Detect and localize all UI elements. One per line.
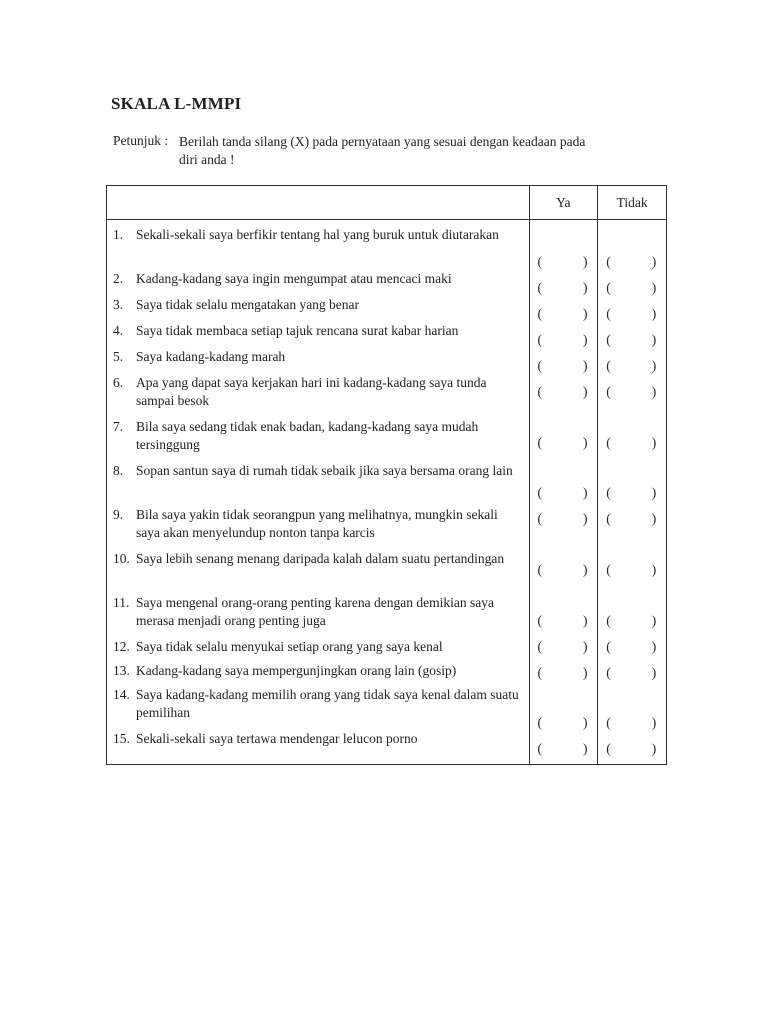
- tidak-column: [598, 220, 667, 765]
- question-number: 15.: [113, 731, 130, 746]
- answer-ya-13[interactable]: [538, 664, 588, 682]
- question-number: 12.: [113, 639, 130, 654]
- answer-ya-1[interactable]: [538, 253, 588, 271]
- list-item: [107, 322, 519, 340]
- answer-close-paren: ): [583, 280, 588, 295]
- instruction-text: [179, 133, 649, 169]
- answer-open-paren: (: [537, 435, 543, 450]
- question-text: Kadang-kadang saya ingin mengumpat atau mencaci maki: [136, 271, 452, 286]
- answer-close-paren: ): [583, 665, 588, 680]
- question-number: 5.: [113, 349, 124, 364]
- question-text: Saya tidak selalu menyukai setiap orang yang saya kenal: [136, 639, 443, 654]
- list-item: [107, 730, 519, 748]
- list-item: [107, 462, 519, 480]
- question-text: Sekali-sekali saya berfikir tentang hal yang buruk untuk diutarakan: [136, 227, 499, 242]
- answer-ya-4[interactable]: [538, 331, 588, 349]
- answer-close-paren: ): [651, 665, 657, 680]
- answer-tidak-5[interactable]: [606, 357, 656, 375]
- answer-ya-10[interactable]: [538, 561, 588, 579]
- answer-open-paren: (: [537, 562, 543, 577]
- question-text: Bila saya yakin tidak seorangpun yang melihatnya, mungkin sekali saya akan menyelundup nonton tanpa karcis: [136, 507, 498, 540]
- question-number: 2.: [113, 271, 124, 286]
- answer-tidak-7[interactable]: [606, 434, 656, 452]
- answer-close-paren: ): [583, 435, 588, 450]
- question-number: 3.: [113, 297, 124, 312]
- answer-close-paren: ): [651, 384, 657, 399]
- instruction-label: Petunjuk :: [113, 133, 169, 148]
- answer-open-paren: (: [537, 280, 543, 295]
- list-item: [107, 374, 519, 410]
- answer-tidak-3[interactable]: [606, 305, 656, 323]
- answer-open-paren: (: [537, 639, 543, 654]
- answer-open-paren: (: [606, 435, 611, 450]
- questionnaire-table: [106, 185, 667, 765]
- answer-close-paren: ): [583, 511, 588, 526]
- answer-close-paren: ): [583, 332, 588, 347]
- question-text: Saya mengenal orang-orang penting karena dengan demikian saya merasa menjadi orang penting juga: [136, 595, 494, 628]
- instruction-line-1: Berilah tanda silang (X) pada pernyataan yang sesuai dengan keadaan pada: [179, 134, 586, 149]
- answer-ya-9[interactable]: [538, 510, 588, 528]
- answer-ya-12[interactable]: [538, 638, 588, 656]
- answer-open-paren: (: [606, 562, 611, 577]
- answer-ya-11[interactable]: [538, 612, 588, 630]
- list-item: [107, 662, 519, 680]
- list-item: [107, 296, 519, 314]
- answer-tidak-10[interactable]: [606, 561, 656, 579]
- question-number: 10.: [113, 551, 130, 566]
- table-header-row: [107, 186, 667, 220]
- question-text: Saya tidak selalu mengatakan yang benar: [136, 297, 360, 312]
- list-item: [107, 348, 519, 366]
- answer-open-paren: (: [537, 665, 543, 680]
- question-number: 6.: [113, 375, 124, 390]
- answer-tidak-4[interactable]: [606, 331, 656, 349]
- answer-close-paren: ): [583, 715, 588, 730]
- answer-tidak-2[interactable]: [606, 279, 656, 297]
- question-text: Bila saya sedang tidak enak badan, kadang-kadang saya mudah tersinggung: [136, 419, 479, 452]
- answer-open-paren: (: [537, 485, 543, 500]
- answer-open-paren: (: [606, 613, 611, 628]
- question-text: Saya lebih senang menang daripada kalah dalam suatu pertandingan: [136, 551, 505, 566]
- answer-ya-6[interactable]: [538, 383, 588, 401]
- list-item: [107, 226, 519, 244]
- answer-close-paren: ): [651, 715, 657, 730]
- answer-tidak-12[interactable]: [606, 638, 656, 656]
- answer-close-paren: ): [651, 485, 657, 500]
- answer-tidak-8[interactable]: [606, 484, 656, 502]
- list-item: [107, 638, 519, 656]
- answer-open-paren: (: [606, 485, 611, 500]
- list-item: [107, 594, 519, 630]
- question-number: 7.: [113, 419, 124, 434]
- question-number: 4.: [113, 323, 124, 338]
- question-text: Saya kadang-kadang memilih orang yang tidak saya kenal dalam suatu pemilihan: [136, 687, 519, 720]
- answer-close-paren: ): [651, 435, 657, 450]
- answer-open-paren: (: [537, 358, 543, 373]
- question-number: 8.: [113, 463, 124, 478]
- header-tidak: Tidak: [598, 186, 667, 220]
- answer-close-paren: ): [583, 613, 588, 628]
- answer-open-paren: (: [606, 384, 611, 399]
- list-item: [107, 506, 519, 542]
- question-text: Sopan santun saya di rumah tidak sebaik jika saya bersama orang lain: [136, 463, 513, 478]
- answer-open-paren: (: [606, 741, 611, 756]
- answer-close-paren: ): [651, 511, 657, 526]
- answer-close-paren: ): [583, 639, 588, 654]
- answer-close-paren: ): [583, 741, 588, 756]
- question-number: 9.: [113, 507, 124, 522]
- answer-open-paren: (: [537, 306, 543, 321]
- question-text: Saya kadang-kadang marah: [136, 349, 286, 364]
- answer-ya-5[interactable]: [538, 357, 588, 375]
- list-item: [107, 270, 519, 288]
- table-body-row: [107, 220, 667, 765]
- answer-close-paren: ): [651, 332, 657, 347]
- answer-close-paren: ): [651, 639, 657, 654]
- answer-ya-8[interactable]: [538, 484, 588, 502]
- question-text: Sekali-sekali saya tertawa mendengar lelucon porno: [136, 731, 418, 746]
- answer-open-paren: (: [537, 254, 543, 269]
- list-item: [107, 686, 519, 722]
- answer-open-paren: (: [537, 613, 543, 628]
- answer-ya-7[interactable]: [538, 434, 588, 452]
- question-text: Kadang-kadang saya mempergunjingkan orang lain (gosip): [136, 663, 457, 678]
- answer-open-paren: (: [606, 639, 611, 654]
- answer-ya-3[interactable]: [538, 305, 588, 323]
- question-number: 11.: [113, 595, 130, 610]
- answer-open-paren: (: [606, 511, 611, 526]
- list-item: [107, 418, 519, 454]
- answer-tidak-9[interactable]: [606, 510, 656, 528]
- answer-close-paren: ): [651, 613, 657, 628]
- answer-tidak-13[interactable]: [606, 664, 656, 682]
- answer-open-paren: (: [606, 332, 611, 347]
- answer-tidak-14[interactable]: [606, 714, 656, 732]
- answer-close-paren: ): [651, 306, 657, 321]
- answer-close-paren: ): [583, 485, 588, 500]
- answer-close-paren: ): [583, 562, 588, 577]
- question-number: 1.: [113, 227, 124, 242]
- answer-open-paren: (: [606, 306, 611, 321]
- answer-open-paren: (: [537, 511, 543, 526]
- answer-open-paren: (: [606, 280, 611, 295]
- answer-tidak-15[interactable]: [606, 740, 656, 758]
- answer-close-paren: ): [651, 254, 657, 269]
- answer-close-paren: ): [651, 741, 657, 756]
- list-item: [107, 550, 519, 568]
- question-number: 13.: [113, 663, 130, 678]
- answer-close-paren: ): [583, 254, 588, 269]
- answer-open-paren: (: [606, 358, 611, 373]
- header-question: [107, 186, 530, 220]
- answer-tidak-6[interactable]: [606, 383, 656, 401]
- header-ya: Ya: [529, 186, 598, 220]
- answer-tidak-11[interactable]: [606, 612, 656, 630]
- ya-column: [529, 220, 598, 765]
- answer-open-paren: (: [537, 332, 543, 347]
- answer-open-paren: (: [606, 715, 611, 730]
- question-number: 14.: [113, 687, 130, 702]
- answer-ya-2[interactable]: [538, 279, 588, 297]
- answer-close-paren: ): [651, 562, 657, 577]
- answer-close-paren: ): [583, 358, 588, 373]
- answer-ya-15[interactable]: [538, 740, 588, 758]
- answer-close-paren: ): [583, 384, 588, 399]
- question-column: [107, 220, 530, 765]
- answer-tidak-1[interactable]: [606, 253, 656, 271]
- answer-open-paren: (: [537, 741, 543, 756]
- answer-close-paren: ): [583, 306, 588, 321]
- answer-open-paren: (: [537, 384, 543, 399]
- answer-ya-14[interactable]: [538, 714, 588, 732]
- answer-close-paren: ): [651, 280, 657, 295]
- document-title: SKALA L-MMPI: [111, 94, 242, 113]
- answer-open-paren: (: [606, 254, 611, 269]
- answer-open-paren: (: [537, 715, 543, 730]
- question-text: Saya tidak membaca setiap tajuk rencana surat kabar harian: [136, 323, 459, 338]
- answer-close-paren: ): [651, 358, 657, 373]
- instruction-line-2: diri anda !: [179, 152, 235, 167]
- question-text: Apa yang dapat saya kerjakan hari ini kadang-kadang saya tunda sampai besok: [136, 375, 487, 408]
- answer-open-paren: (: [606, 665, 611, 680]
